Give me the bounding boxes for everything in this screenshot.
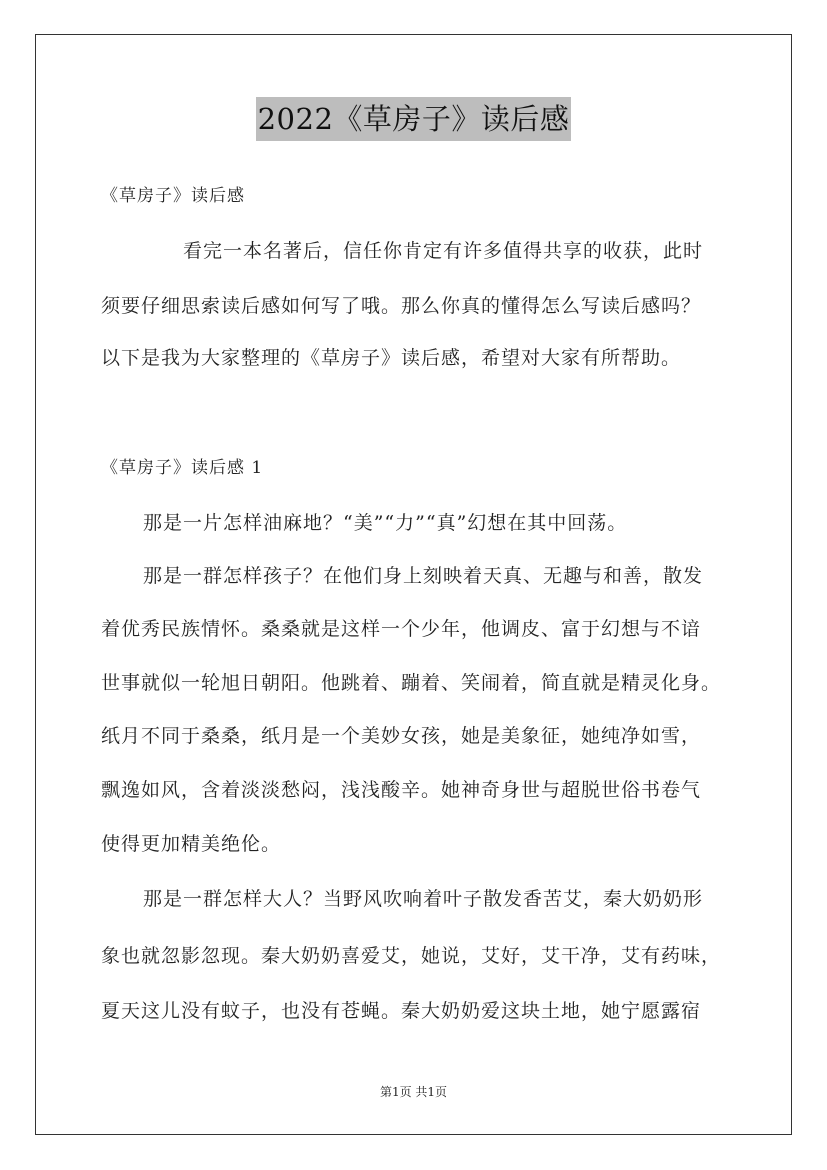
body-line: 那是一片怎样油麻地？“美”“力”“真”幻想在其中回荡。 <box>143 512 628 534</box>
body-line: 纸月不同于桑桑，纸月是一个美妙女孩，她是美象征，她纯净如雪， <box>101 725 702 747</box>
body-line: 世事就似一轮旭日朝阳。他跳着、蹦着、笑闹着，简直就是精灵化身。 <box>101 672 722 694</box>
body-line: 飘逸如风，含着淡淡愁闷，浅浅酸辛。她神奇身世与超脱世俗书卷气 <box>101 779 702 801</box>
intro-line: 看完一本名著后，信任你肯定有许多值得共享的收获，此时 <box>183 240 704 262</box>
intro-line: 须要仔细思索读后感如何写了哦。那么你真的懂得怎么写读后感吗？ <box>101 295 702 317</box>
body-line: 着优秀民族情怀。桑桑就是这样一个少年，他调皮、富于幻想与不谙 <box>101 618 702 640</box>
intro-line: 以下是我为大家整理的《草房子》读后感，希望对大家有所帮助。 <box>101 347 682 369</box>
body-line: 夏天这儿没有蚊子，也没有苍蝇。秦大奶奶爱这块土地，她宁愿露宿 <box>101 1000 702 1022</box>
page-footer: 第1页 共1页 <box>379 1085 448 1099</box>
document-title: 2022《草房子》读后感 <box>256 97 572 141</box>
body-line: 那是一群怎样孩子？在他们身上刻映着天真、无趣与和善，散发 <box>143 565 704 587</box>
body-line: 那是一群怎样大人？当野风吹响着叶子散发香苦艾，秦大奶奶形 <box>143 888 704 910</box>
body-line: 使得更加精美绝伦。 <box>101 833 282 855</box>
body-line: 象也就忽影忽现。秦大奶奶喜爱艾，她说，艾好，艾干净，艾有药味， <box>101 945 722 967</box>
section-heading-intro: 《草房子》读后感 <box>101 186 245 206</box>
section-heading-1: 《草房子》读后感 1 <box>101 458 264 478</box>
